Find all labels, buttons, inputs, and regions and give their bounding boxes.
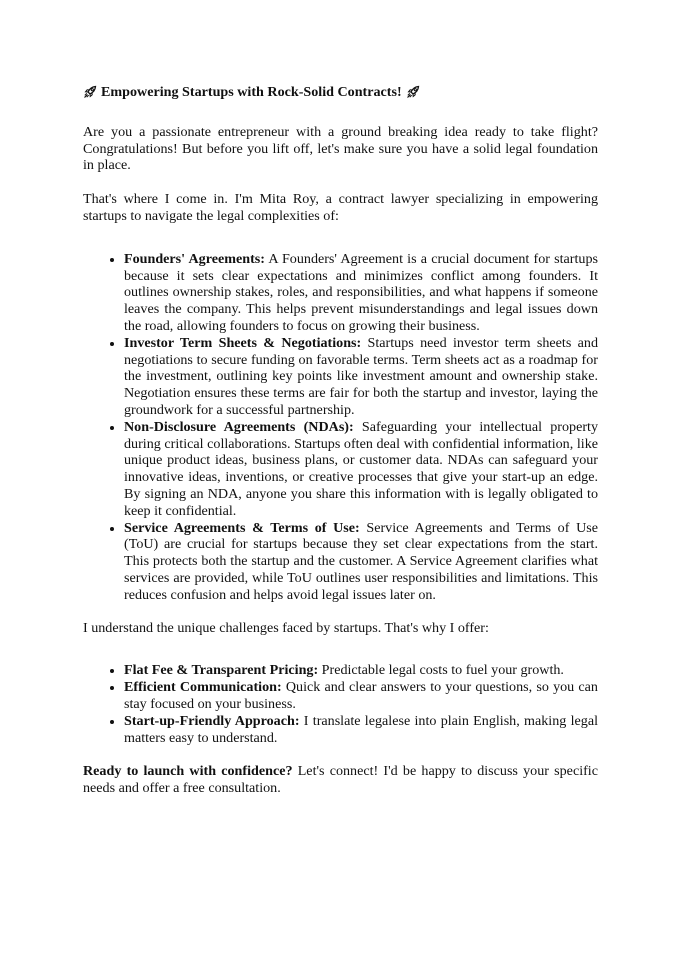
page-title-row [83,84,598,101]
list-item-heading: Start-up-Friendly Approach: [124,712,300,729]
list-item-heading: Efficient Communication: [124,679,282,696]
list-item-heading: Service Agreements & Terms of Use: [124,519,360,536]
list-item-heading: Founders' Agreements: [124,250,265,267]
offers-list [83,662,598,746]
list-item [124,520,598,604]
list-item [124,251,598,335]
list-item-text: Predictable legal costs to fuel your growth. [318,662,564,679]
list-item-text: I translate legalese into plain English, making legal matters easy to understand. [124,712,598,746]
rocket-icon [83,85,97,99]
list-item-text: Safeguarding your intellectual property during critical collaborations. Startups often deal with confidential information, like unique product ideas, business plans, or customer data. NDAs can safeguard your innovative ideas, inventions, or creative processes that give your start-up an edge. By signing an NDA, anyone you share this information with is legally obligated to keep it confidential. [124,418,598,519]
cta-text: Let's connect! I'd be happy to discuss your specific needs and offer a free consultation. [83,763,598,797]
list-item-text: Quick and clear answers to your questions, so you can stay focused on your business. [124,679,598,712]
list-item-text: A Founders' Agreement is a crucial document for startups because it sets clear expectations and minimizes conflict among founders. It outlines ownership stakes, roles, and responsibilities, and what happens if someone leaves the company. This helps prevent misunderstandings and legal issues down the road, allowing founders to focus on growing their business. [124,250,598,334]
list-item-heading: Non-Disclosure Agreements (NDAs): [124,418,354,435]
list-item [124,679,598,713]
cta-heading: Ready to launch with confidence? [83,763,293,780]
list-item [124,662,598,679]
about-paragraph: That's where I come in. I'm Mita Roy, a contract lawyer specializing in empowering startups to navigate the legal complexities of: [83,191,598,224]
rocket-icon [406,85,420,99]
page-title: Empowering Startups with Rock-Solid Contracts! [101,84,402,100]
services-list [83,251,598,604]
list-item-text: Startups need investor term sheets and negotiations to secure funding on favorable terms. Term sheets act as a roadmap for the investment, outlining key points like investment amount and ownership stake. Negotiation ensures these terms are fair for both the startup and investor, laying the groundwork for a successful partnership. [124,334,598,418]
list-item-heading: Investor Term Sheets & Negotiations: [124,334,362,351]
list-item-text: Service Agreements and Terms of Use (ToU) are crucial for startups because they set clear expectations from the start. This protects both the startup and the customer. A Service Agreement clarifies what services are provided, while ToU outlines user responsibilities and limitations. This reduces confusion and helps avoid legal issues later on. [124,519,598,603]
intro-paragraph: Are you a passionate entrepreneur with a ground breaking idea ready to take flight? Congratulations! But before you lift off, let's make sure you have a solid legal foundation in place. [83,123,598,174]
offer-paragraph: I understand the unique challenges faced by startups. That's why I offer: [83,619,489,636]
list-item-heading: Flat Fee & Transparent Pricing: [124,662,319,679]
list-item [124,419,598,520]
list-item [124,335,598,419]
list-item [124,713,598,747]
cta-paragraph [83,763,598,797]
